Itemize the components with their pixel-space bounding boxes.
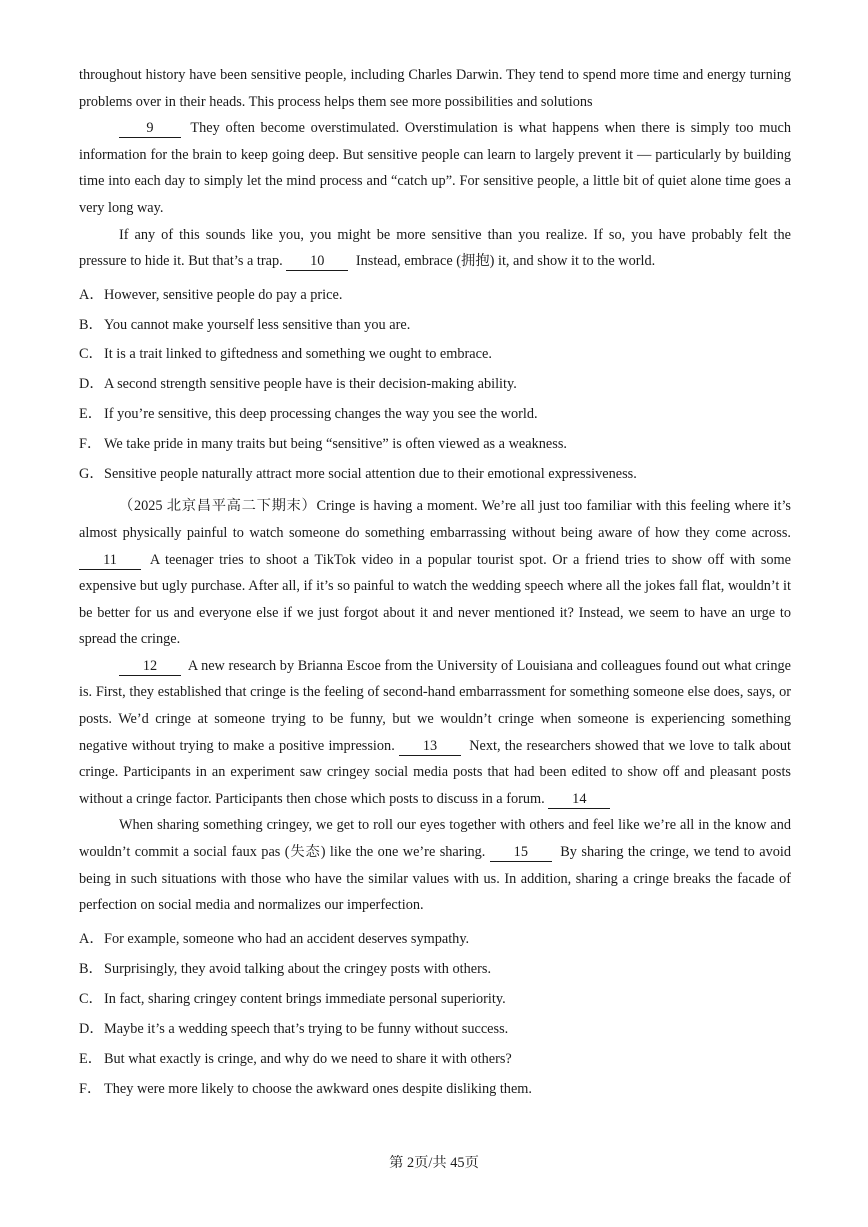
option-f [79, 434, 791, 464]
paragraph-text: By sharing the cringe, we tend to avoid being in such situations with those who have the similar values with us. In addition, sharing a cringe breaks the facade of perfection on social media and normalizes our imperfection. [79, 844, 791, 914]
paragraph-text: Instead, embrace (拥抱) it, and show it to the world. [355, 253, 656, 270]
option-letter: D． [79, 376, 104, 393]
option-g [79, 464, 791, 494]
document-page [79, 62, 791, 1109]
option-text: It is a trait linked to giftedness and something we ought to embrace. [104, 346, 492, 363]
option-text: In fact, sharing cringey content brings immediate personal superiority. [104, 990, 506, 1007]
option-letter: E． [79, 1050, 103, 1067]
passage2-options [79, 929, 791, 1109]
option-text: A second strength sensitive people have is their decision-making ability. [104, 376, 517, 393]
option-e [79, 1049, 791, 1079]
option-c [79, 344, 791, 374]
paragraph-text: A teenager tries to shoot a TikTok video in a popular tourist spot. Or a friend tries to show off with some expensive but ugly purchase. After all, if it’s so painful to watch the wedding speech where all the jokes fall flat, wouldn’t it be better for us and everyone else if we just forgot about it and never mentioned it? Instead, we seem to have an urge to spread the cringe. [79, 551, 791, 648]
answer-blank-11: 11 [79, 552, 141, 570]
option-d [79, 1019, 791, 1049]
option-letter: C． [79, 346, 103, 363]
answer-blank-14: 14 [548, 791, 610, 809]
option-b [79, 959, 791, 989]
option-a [79, 929, 791, 959]
passage2-paragraph-1 [79, 493, 791, 653]
option-letter: E． [79, 405, 103, 422]
answer-blank-15: 15 [490, 844, 552, 862]
paragraph-text: They often become overstimulated. Overstimulation is what happens when there is simply too much information for the brain to keep going deep. But sensitive people can learn to largely prevent it — particularly by building time into each day to simply let the mind process and “catch up”. For sensitive people, a little bit of quiet alone time goes a very long way. [79, 120, 791, 216]
paragraph-text: A new research by Brianna Escoe from the University of Louisiana and colleagues found out what cringe is. First, they established that cringe is the feeling of second-hand embarrassment for something someone else does, says, or posts. We’d cringe at someone trying to be funny, but we wouldn’t cringe when someone is experiencing something negative without trying to make a positive impression. [79, 657, 791, 754]
passage1-paragraph-3 [79, 222, 791, 275]
answer-blank-9: 9 [119, 120, 181, 138]
option-b [79, 315, 791, 345]
option-c [79, 989, 791, 1019]
option-letter: A． [79, 930, 104, 947]
option-text: Maybe it’s a wedding speech that’s trying to be funny without success. [104, 1020, 509, 1037]
option-letter: G． [79, 465, 104, 482]
option-letter: C． [79, 990, 103, 1007]
passage2-paragraph-2 [79, 653, 791, 813]
paragraph-text: Next, the researchers showed that we love to talk about cringe. Participants in an experiment saw cringey social media posts that had been edited to show off and pleasant posts without a cringe factor. Participants then chose which posts to discuss in a forum. [79, 737, 791, 807]
answer-blank-10: 10 [286, 253, 348, 271]
option-text: Sensitive people naturally attract more social attention due to their emotional expressiveness. [104, 465, 637, 482]
paragraph-text: When sharing something cringey, we get to roll our eyes together with others and feel like we’re all in the know and wouldn’t commit a social faux pas (失态) like the one we’re sharing. [79, 817, 791, 861]
option-text: You cannot make yourself less sensitive than you are. [104, 316, 411, 333]
option-letter: F． [79, 435, 102, 452]
option-letter: A． [79, 286, 104, 303]
option-letter: B． [79, 316, 103, 333]
option-f [79, 1079, 791, 1109]
option-text: But what exactly is cringe, and why do we need to share it with others? [104, 1050, 512, 1067]
passage1-options [79, 285, 791, 494]
option-a [79, 285, 791, 315]
option-letter: B． [79, 960, 103, 977]
page-number-footer: 第 2页/共 45页 [389, 1155, 479, 1171]
option-text: For example, someone who had an accident deserves sympathy. [104, 930, 470, 947]
option-text: We take pride in many traits but being “sensitive” is often viewed as a weakness. [104, 435, 567, 452]
option-letter: D． [79, 1020, 104, 1037]
paragraph-text: If any of this sounds like you, you might be more sensitive than you realize. If so, you have probably felt the pressure to hide it. But that’s a trap. [79, 226, 791, 270]
passage2-paragraph-3 [79, 812, 791, 918]
paragraph-text: throughout history have been sensitive people, including Charles Darwin. They tend to spend more time and energy turning problems over in their heads. This process helps them see more possibilities and solutions [79, 67, 791, 110]
option-d [79, 374, 791, 404]
option-text: They were more likely to choose the awkward ones despite disliking them. [104, 1080, 532, 1097]
paragraph-text: （2025 北京昌平高二下期末）Cringe is having a moment. We’re all just too familiar with this feeling where it’s almost physically painful to watch someone do something embarrassing without being aware of how they come across. [79, 498, 791, 541]
option-text: Surprisingly, they avoid talking about the cringey posts with others. [104, 960, 492, 977]
passage1-paragraph-2 [79, 115, 791, 221]
passage1-paragraph-1 [79, 62, 791, 115]
option-e [79, 404, 791, 434]
option-letter: F． [79, 1080, 102, 1097]
answer-blank-13: 13 [399, 738, 461, 756]
answer-blank-12: 12 [119, 658, 181, 676]
option-text: However, sensitive people do pay a price. [104, 286, 343, 303]
option-text: If you’re sensitive, this deep processing changes the way you see the world. [104, 405, 538, 422]
